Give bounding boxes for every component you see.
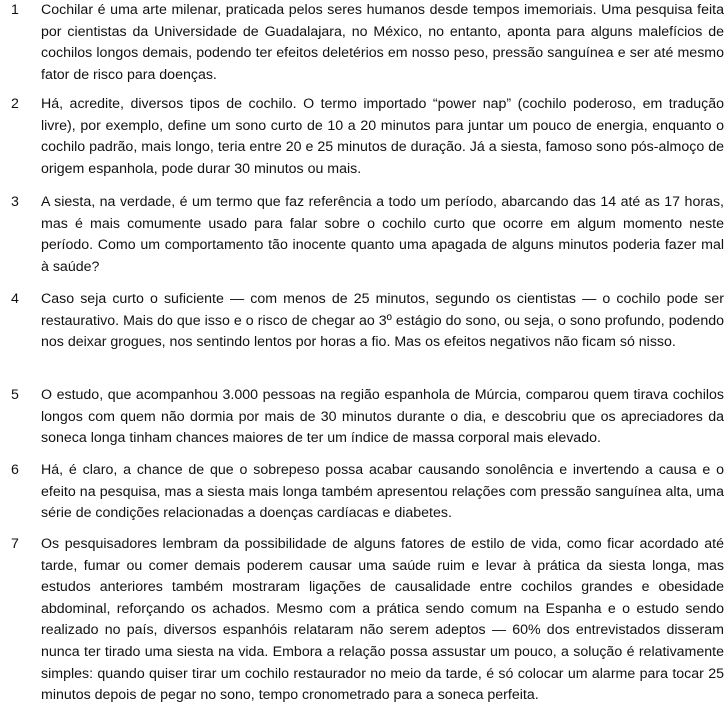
paragraph-text: Os pesquisadores lembram da possibilidade de alguns fatores de estilo de vida, como ficar acordado até tarde, fumar ou comer demais poderem causar uma saúde ruim e levar à prática da siesta longa, mas estudos anteriores também mostraram ligações de causalidade entre cochilos grandes e obesidade abdominal, reforçando os achados. Mesmo com a prática sendo comum na Espanha e o estudo sendo realizado no país, diversos espanhóis relataram não serem adeptos — 60% dos entrevistados disseram nunca ter tirado uma siesta na vida. Embora a relação possa assustar um pouco, a solução é relativamente simples: quando quiser tirar um cochilo restaurador no meio da tarde, é só colocar um alarme para tocar 25 minutos depois de pegar no sono, tempo cronometrado para a soneca perfeita. bbox=[41, 536, 724, 704]
paragraph-number: 4 bbox=[11, 291, 19, 307]
paragraph-text: Cochilar é uma arte milenar, praticada pelos seres humanos desde tempos imemoriais. Uma pesquisa feita por cientistas da Universidade de Guadalajara, no México, no entanto, aponta para alguns malefícios de cochilos longos demais, podendo ter efeitos deletérios em nosso peso, pressão sanguínea e ser até mesmo fator de risco para doenças. bbox=[41, 2, 724, 83]
paragraph-number: 1 bbox=[11, 2, 19, 18]
paragraph-text: Há, acredite, diversos tipos de cochilo. O termo importado “power nap” (cochilo poderoso, em tradução livre), por exemplo, define um sono curto de 10 a 20 minutos para juntar um pouco de energia, enquanto o cochilo padrão, mais longo, teria entre 20 e 25 minutos de duração. Já a siesta, famoso sono pós-almoço de origem espanhola, pode durar 30 minutos ou mais. bbox=[41, 96, 724, 177]
paragraph-text: O estudo, que acompanhou 3.000 pessoas na região espanhola de Múrcia, comparou quem tirava cochilos longos com quem não dormia por mais de 30 minutos durante o dia, e descobriu que os apreciadores da soneca longa tinham chances maiores de ter um índice de massa corporal mais elevado. bbox=[41, 387, 724, 447]
paragraph-text: Há, é claro, a chance de que o sobrepeso possa acabar causando sonolência e invertendo a causa e o efeito na pesquisa, mas a siesta mais longa também apresentou relações com pressão sanguínea alta, uma série de condições relacionadas a doenças cardíacas e diabetes. bbox=[41, 462, 724, 522]
paragraph-number: 3 bbox=[11, 194, 19, 210]
paragraph-number: 2 bbox=[11, 96, 19, 112]
paragraph-text: Caso seja curto o suficiente — com menos de 25 minutos, segundo os cientistas — o cochilo pode ser restaurativo. Mais do que isso e o risco de chegar ao 3º estágio do sono, ou seja, o sono profundo, podendo nos deixar grogues, nos sentindo lentos por horas a fio. Mas os efeitos negativos não ficam só nisso. bbox=[41, 291, 724, 351]
paragraph-number: 5 bbox=[11, 387, 19, 403]
paragraph-number: 7 bbox=[11, 536, 19, 552]
paragraph-number: 6 bbox=[11, 462, 19, 478]
paragraph-text: A siesta, na verdade, é um termo que faz referência a todo um período, abarcando das 14 até as 17 horas, mas é mais comumente usado para falar sobre o cochilo curto que ocorre em algum momento neste período. Como um comportamento tão inocente quanto uma apagada de alguns minutos poderia fazer mal à saúde? bbox=[41, 194, 724, 275]
